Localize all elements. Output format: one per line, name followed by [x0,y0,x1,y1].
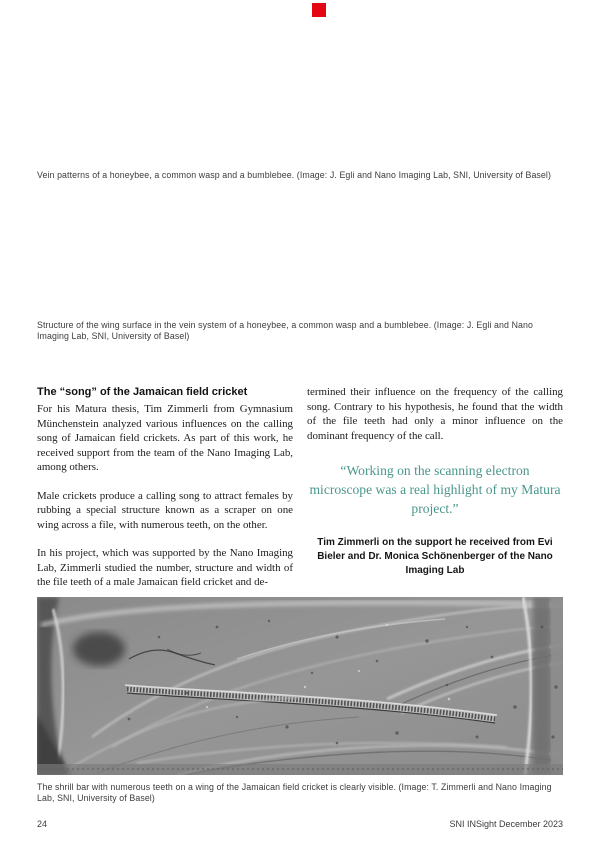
footer-publication: SNI INSight December 2023 [449,819,563,829]
wing-surface-image [37,196,563,316]
paragraph-2: Male crickets produce a calling song to attract females by rubbing a special structure known as a scraper on one wing across a file, with numerous teeth, on the other. [37,489,293,531]
page-number: 24 [37,819,48,829]
quote-attribution: Tim Zimmerli on the support he received from Evi Bieler and Dr. Monica Schönenberger of the Nano Imaging Lab [317,536,553,576]
paragraph-1: For his Matura thesis, Tim Zimmerli from Gymnasium Münchenstein analyzed various influences on the calling song of Jamaican field crickets. As part of this work, he received support from the team of the Nano Imaging Lab, among others. [37,403,293,474]
sem-bottom-strip [37,764,563,775]
article-column-right [307,385,563,604]
sem-dark-blotch [73,632,125,666]
caption-vein-patterns: Vein patterns of a honeybee, a common wasp and a bumblebee. (Image: J. Egli and Nano Imaging Lab, SNI, University of Basel) [37,170,552,180]
article-body [37,385,563,604]
sem-right-band [533,597,551,775]
page-footer [37,819,563,829]
pull-quote: “Working on the scanning electron microscope was a real highlight of my Matura project.” [309,463,561,516]
article-heading: The “song” of the Jamaican field cricket [37,386,248,398]
paragraph-4: termined their influence on the frequency of the calling song. Contrary to his hypothesis, he found that the width of the file teeth had only a minor influence on the dominant frequency of the call. [307,386,563,442]
vein-patterns-image [37,18,563,166]
sem-background [37,597,563,775]
page-marker-red-square [312,3,326,17]
article-column-left [37,385,293,604]
caption-shrill-bar: The shrill bar with numerous teeth on a wing of the Jamaican field cricket is clearly visible. (Image: T. Zimmerli and Nano Imaging Lab, SNI, University of Basel) [37,782,552,803]
sem-cricket-wing-image [37,597,563,775]
caption-wing-surface: Structure of the wing surface in the vein system of a honeybee, a common wasp and a bumblebee. (Image: J. Egli and Nano Imaging Lab, SNI, University of Basel) [37,320,533,341]
paragraph-3: In his project, which was supported by the Nano Imaging Lab, Zimmerli studied the number, structure and width of the file teeth of a male Jamaican field cricket and de- [37,547,293,589]
